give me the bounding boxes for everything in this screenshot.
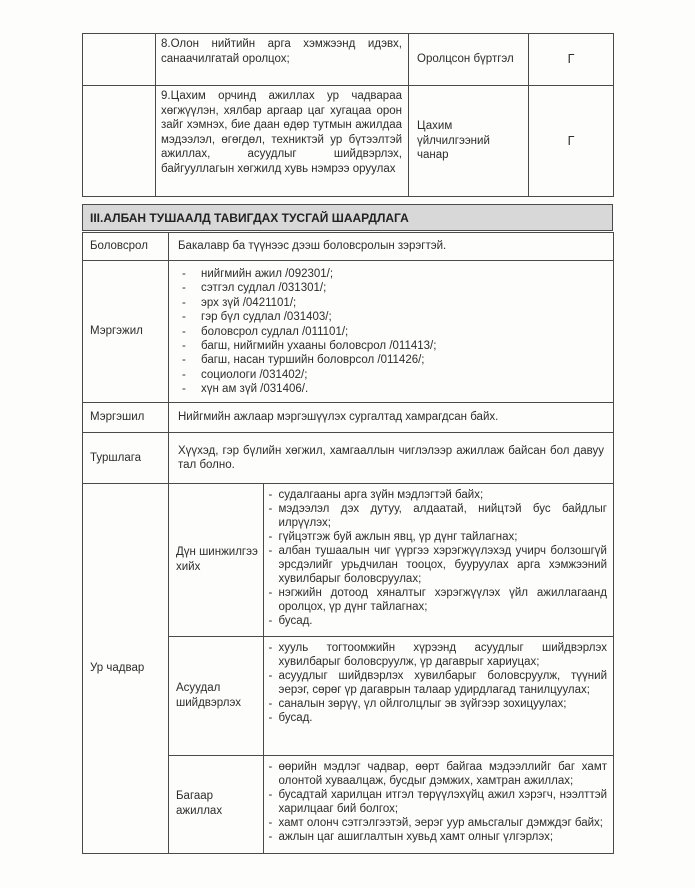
list-item: - сэтгэл судлал /031301/;	[182, 282, 327, 295]
dash-bullet: -	[182, 282, 186, 295]
list-item: - гүйцэтгэж буй ажлын явц, үр дүнг тайлагнах;	[268, 531, 518, 543]
list-item: - боловсрол судлал /011101/;	[182, 325, 349, 338]
skills-group-problem-solving	[169, 636, 613, 755]
empty-cell	[83, 34, 156, 86]
list-item: - ажлын цаг ашиглалтын хувьд хамт олныг үлгэрлэх;	[268, 830, 554, 843]
table-row-education	[83, 233, 614, 261]
measure-cell: Оролцсон бүртгэл	[409, 34, 529, 86]
skill-group-list	[263, 484, 613, 636]
table-row-skills	[83, 484, 614, 854]
list-item: - гэр бүл судлал /031403/;	[182, 311, 332, 324]
skill-group-label: Асуудал шийдвэрлэх	[169, 636, 263, 755]
table-row	[83, 34, 614, 86]
skill-group-list	[263, 636, 613, 755]
dash-bullet: -	[268, 669, 273, 682]
dash-bullet: -	[182, 311, 186, 324]
list-item: - эрх зүй /0421101/;	[182, 296, 297, 309]
skill-group-label: Дүн шинжилгээ хийх	[169, 484, 263, 636]
dash-bullet: -	[268, 641, 273, 654]
dash-bullet: -	[182, 354, 186, 367]
dash-bullet: -	[268, 489, 273, 501]
skills-group-analysis	[169, 484, 613, 636]
dash-bullet: -	[182, 325, 186, 338]
row-label: Мэргэшил	[83, 403, 169, 433]
list-item: - хамт олонч сэтгэлгээтэй, эерэг уур амьсгалыг дэмждэг байх;	[268, 816, 603, 829]
list-item: - өөрийн мэдлэг чадвар, өөрт байгаа мэдээллийг баг хамт олонтой хуваалцаж, бусдыг дэмжих, хамтран ажиллах;	[268, 760, 607, 787]
profession-list	[169, 261, 614, 403]
dash-bullet: -	[268, 788, 273, 801]
list-item: - хууль тогтоомжийн хүрээнд асуудлыг шийдвэрлэх хувилбарыг боловсруулж, үр дагаврыг хариуцах;	[268, 641, 607, 668]
dash-bullet: -	[182, 383, 186, 396]
dash-bullet: -	[268, 503, 273, 515]
dash-bullet: -	[182, 340, 186, 353]
dash-bullet: -	[268, 760, 273, 773]
row-label: Боловсрол	[83, 233, 169, 261]
row-label: Мэргэжил	[83, 261, 169, 403]
skills-wrap	[169, 484, 614, 854]
criteria-cell: 8.Олон нийтийн арга хэмжээнд идэвх, санаачилгатай оролцох;	[156, 34, 409, 86]
list-item: - асуудлыг шийдвэрлэх хувилбарыг боловсруулж, түүний эерэг, сөрөг үр дагаврын талаар удирдлагад танилцуулах;	[268, 669, 607, 696]
list-item: - социологи /031402/;	[182, 368, 308, 381]
dash-bullet: -	[268, 587, 273, 599]
section-header: III.АЛБАН ТУШААЛД ТАВИГДАХ ТУСГАЙ ШААРДЛАГА	[82, 204, 613, 231]
dash-bullet: -	[268, 697, 273, 710]
measure-cell: Цахим үйлчилгээний чанар	[409, 86, 529, 197]
skills-group-teamwork	[169, 755, 613, 853]
list-item: - нэгжийн дотоод хяналтыг хэрэгжүүлэх үйл ажиллагаанд оролцох, үр дүнг тайлагнах;	[268, 587, 607, 613]
specialization-text: Нийгмийн ажлаар мэргэшүүлэх сургалтад хамрагдсан байх.	[169, 403, 614, 433]
dash-bullet: -	[268, 545, 273, 557]
dash-bullet: -	[268, 711, 273, 724]
empty-cell	[83, 86, 156, 197]
list-item: - нийгмийн ажил /092301/;	[182, 268, 334, 280]
requirements-table	[82, 232, 614, 854]
list-item: - судалгааны арга зүйн мэдлэгтэй байх;	[268, 489, 484, 501]
evaluation-table	[82, 33, 614, 197]
list-item: - хүн ам зүй /031406/.	[182, 383, 309, 396]
grade-cell: Г	[529, 86, 614, 197]
table-row-experience	[83, 433, 614, 484]
list-item: - бусад.	[268, 615, 313, 627]
list-item: - бусадтай харилцан итгэл төрүүлэхүйц ажил хэрэгч, нээлттэй харилцааг бий болгох;	[268, 788, 607, 815]
list-item: - саналын зөрүү, үл ойлголцлыг эв зүйгээр зохицуулах;	[268, 697, 567, 710]
skills-table	[169, 484, 613, 853]
dash-bullet: -	[268, 615, 273, 627]
dash-bullet: -	[268, 531, 273, 543]
table-row-specialization	[83, 403, 614, 433]
table-row	[83, 86, 614, 197]
row-label: Ур чадвар	[83, 484, 169, 854]
skill-group-label: Багаар ажиллах	[169, 755, 263, 853]
experience-text: Хүүхэд, гэр бүлийн хөгжил, хамгааллын чиглэлээр ажиллаж байсан бол давуу тал болно.	[169, 433, 614, 484]
list-item: - багш, нийгмийн ухааны боловсрол /011413/;	[182, 340, 437, 353]
skill-group-list	[263, 755, 613, 853]
dash-bullet: -	[268, 816, 273, 829]
dash-bullet: -	[182, 296, 186, 309]
list-item: - бусад.	[268, 711, 313, 724]
list-item: - багш, насан туршийн боловрсол /011426/;	[182, 354, 425, 367]
grade-cell: Г	[529, 34, 614, 86]
list-item: - мэдээлэл дэх дутуу, алдаатай, нийцтэй бус байдлыг илрүүлэх;	[268, 503, 607, 529]
dash-bullet: -	[268, 830, 273, 843]
dash-bullet: -	[182, 268, 186, 280]
list-item: - албан тушаалын чиг үүргээ хэрэгжүүлэхэд учирч болзошгүй эрсдэлийг урьдчилан тооцох, бууруулах арга хэмжээний хувилбарыг боловсруулах;	[268, 545, 607, 585]
education-text: Бакалавр ба түүнээс дээш боловсролын зэрэгтэй.	[169, 233, 614, 261]
row-label: Туршлага	[83, 433, 169, 484]
dash-bullet: -	[182, 368, 186, 381]
document-sheet	[82, 33, 613, 854]
criteria-cell: 9.Цахим орчинд ажиллах ур чадвараа хөгжүүлэн, хялбар аргаар цаг хугацаа орон зайг хэмнэх, бие даан өдөр тутмын ажилдаа мэдээлэл, өгөгдөл, техниктэй ур бүтээлтэй ажиллах, асуудлыг шийдвэрлэх, байгууллагын хөгжилд хувь нэмрээ оруулах	[156, 86, 409, 197]
table-row-profession	[83, 261, 614, 403]
